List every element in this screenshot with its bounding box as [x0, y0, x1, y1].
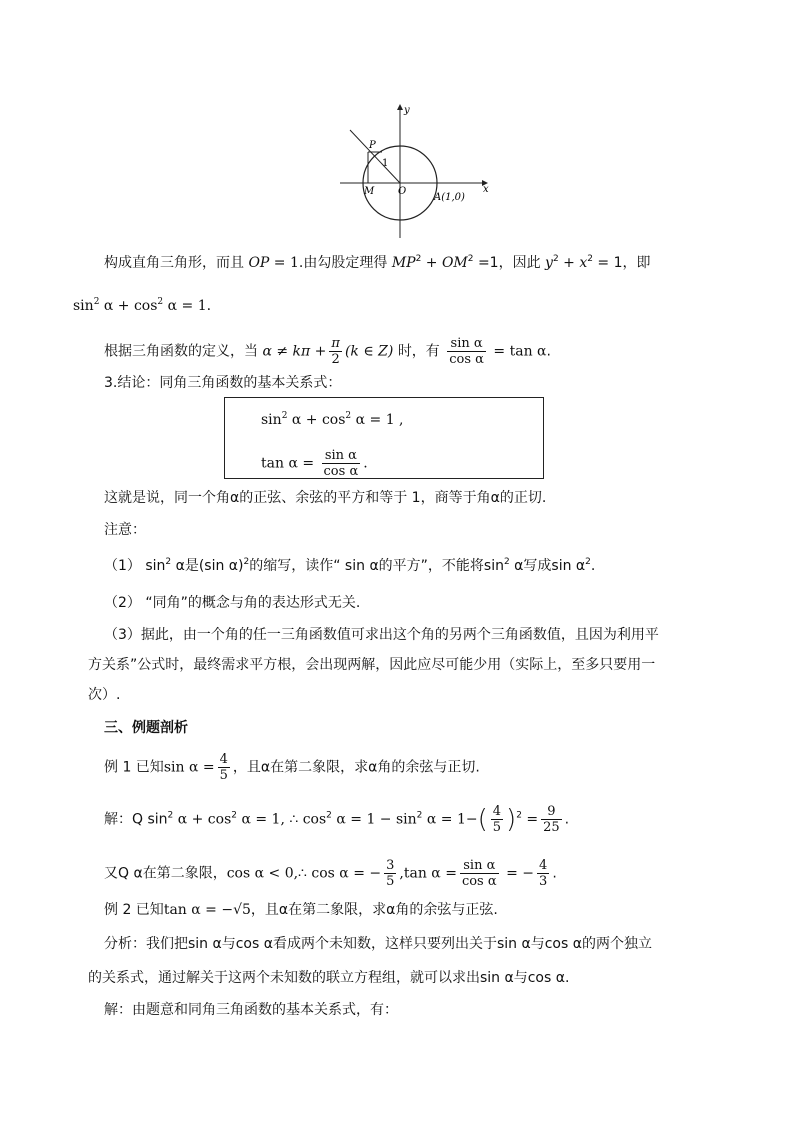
analysis-line-2: 的关系式，通过解关于这两个未知数的联立方程组，就可以求出sin α与cos α. — [88, 970, 570, 986]
y-axis-arrow-icon — [397, 104, 403, 110]
fraction-sin-over-cos: $\frac{\text{sin α}}{\text{cos α}}$ — [449, 336, 484, 367]
label-o: O — [398, 186, 407, 197]
label-x: x — [483, 184, 489, 195]
solution-1-line-2: 又Q α在第二象限，cos α < 0,∴ cos α = − $\frac{3}{5}$ ,tan α = $\frac{\text{sin α}}{\text{cos α}}$ = − $\frac{4}{3}$ . — [104, 858, 557, 889]
paragraph-definition: 根据三角函数的定义，当 α ≠ kπ + $\frac{\pi}{2}$ (k ∈ Z) 时，有 $\frac{\text{sin α}}{\text{cos α}}$ = tan α. — [104, 336, 551, 367]
solution-2-intro: 解：由题意和同角三角函数的基本关系式，有： — [104, 1002, 398, 1018]
note-1: （1） $\sin^2 \alpha$是(sin α)$^2$的缩写，读作“ sin α的平方”，不能将$\sin^2 \alpha$写成$\sin \alpha^2$. — [104, 557, 596, 574]
label-radius: 1 — [382, 158, 389, 169]
solution-1-line-1: 解：Q $\sin^2 \alpha + \cos^2 \alpha = 1$, ∴ $\cos^2 \alpha = 1 - \sin^2 \alpha = 1-$( $\frac{4}{5}$ )$^2$ = $\frac{9}{25}$ . — [104, 804, 570, 835]
section-heading-examples: 三、例题剖析 — [104, 720, 188, 736]
example-2: 例 2 已知tan α = −√5，且α在第二象限，求α角的余弦与正弦. — [104, 902, 498, 918]
equation-pythagorean: $\sin^2 \alpha + \cos^2 \alpha = 1$. — [73, 297, 212, 314]
fraction-pi-over-two: $\frac{\pi}{2}$ — [331, 336, 340, 367]
label-p: P — [369, 140, 376, 151]
formula-box — [224, 397, 544, 479]
label-a: A(1,0) — [434, 192, 465, 203]
unit-circle-figure — [336, 102, 492, 240]
formula-pythagorean: $\sin^2 \alpha + \cos^2 \alpha = 1$ , — [261, 411, 404, 428]
label-m: M — [364, 186, 375, 197]
conclusion-heading: 3.结论：同角三角函数的基本关系式： — [104, 375, 342, 391]
note-3-line-2: 方关系”公式时，最终需求平方根，会出现两解，因此应尽可能少用（实际上，至多只要用一 — [88, 657, 656, 673]
example-1: 例 1 已知sin α = $\frac{4}{5}$ ，且α在第二象限，求α角的余弦与正切. — [104, 752, 480, 783]
note-3-line-3: 次）. — [88, 687, 121, 703]
note-2: （2） “同角”的概念与角的表达形式无关. — [104, 595, 361, 611]
label-y: y — [404, 105, 410, 116]
paragraph-summary: 这就是说，同一个角α的正弦、余弦的平方和等于 1，商等于角α的正切. — [104, 490, 547, 506]
terminal-line — [350, 130, 400, 183]
note-heading: 注意： — [104, 522, 146, 538]
formula-quotient: tan α = $\frac{\text{sin α}}{\text{cos α}}$ . — [261, 448, 368, 479]
paragraph-right-triangle: 构成直角三角形，而且 OP = 1.由勾股定理得 $MP^2 + OM^2 =1$，因此 $y^2 + x^2 = 1$，即 — [104, 254, 651, 271]
analysis-line-1: 分析：我们把sin α与cos α看成两个未知数，这样只要列出关于sin α与cos α的两个独立 — [104, 936, 652, 952]
note-3-line-1: （3）据此，由一个角的任一三角函数值可求出这个角的另两个三角函数值，且因为利用平 — [104, 627, 659, 643]
